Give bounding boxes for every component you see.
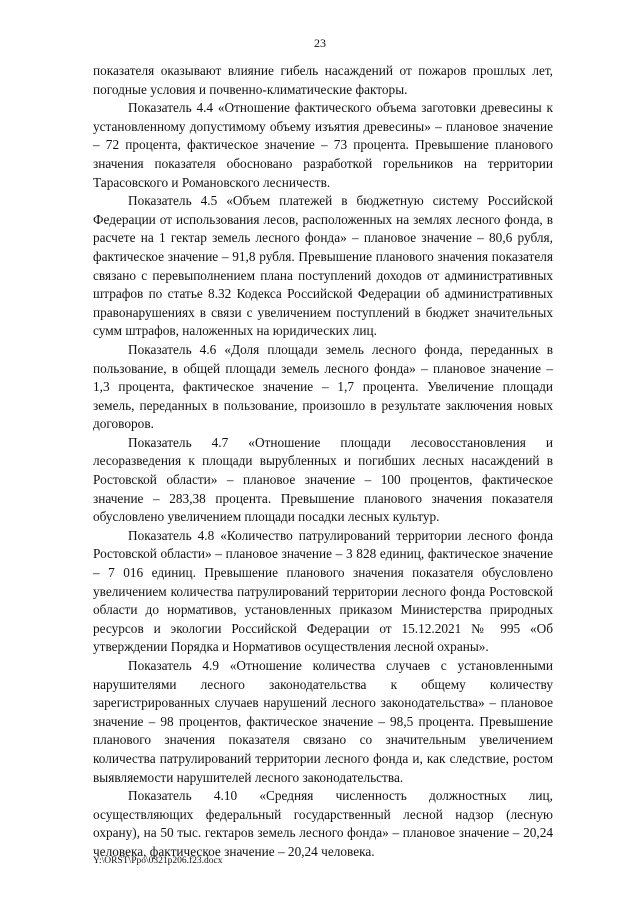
paragraph-indicator-4-7: Показатель 4.7 «Отношение площади лесовосстановления и лесоразведения к площади вырубленных и погибших лесных насаждений в Ростовской области» – плановое значение – 100 процентов, фактическое значение – 283,38 процента. Превышение планового значения показателя обусловлено увеличением площади посадки лесных культур. xyxy=(93,434,553,525)
paragraph-indicator-4-5: Показатель 4.5 «Объем платежей в бюджетную систему Российской Федерации от использования лесов, расположенных на землях лесного фонда, в расчете на 1 гектар земель лесного фонда» – плановое значение – 80,6 рубля, фактическое значение – 91,8 рубля. Превышение планового значения показателя связано с перевыполнением плана поступлений доходов от административных штрафов по статье 8.32 Кодекса Российской Федерации об административных правонарушениях в связи с увеличением поступлений в бюджет значительных сумм штрафов, наложенных на юридических лиц. xyxy=(93,193,553,339)
paragraph-indicator-4-4: Показатель 4.4 «Отношение фактического объема заготовки древесины к установленному допустимому объему изъятия древесины» – плановое значение – 72 процента, фактическое значение – 73 процента. Превышение планового значения показателя обосновано разработкой горельников на территории Тарасовского и Романовского лесничеств. xyxy=(93,100,553,190)
page-number: 23 xyxy=(314,36,326,50)
paragraph-continuation: показателя оказывают влияние гибель насаждений от пожаров прошлых лет, погодные условия и почвенно-климатические факторы. xyxy=(93,63,553,97)
paragraph-indicator-4-6: Показатель 4.6 «Доля площади земель лесного фонда, переданных в пользование, в общей площади земель лесного фонда» – плановое значение – 1,3 процента, фактическое значение – 1,7 процента. Увеличение площади земель, переданных в пользование, произошло в результате заключения новых договоров. xyxy=(93,341,553,432)
document-body xyxy=(93,62,553,862)
paragraph-indicator-4-8: Показатель 4.8 «Количество патрулирований территории лесного фонда Ростовской области» – плановое значение – 3 828 единиц, фактическое значение – 7 016 единиц. Превышение планового значения показателя обусловлено увеличением количества патрулирований территории лесного фонда Ростовской области до нормативов, установленных приказом Министерства природных ресурсов и экологии Российской Федерации от 15.12.2021 № 995 «Об утверждении Порядка и Нормативов осуществления лесной охраны». xyxy=(93,527,553,655)
paragraph-indicator-4-9: Показатель 4.9 «Отношение количества случаев с установленными нарушителями лесного законодательства к общему количеству зарегистрированных случаев нарушений лесного законодательства» – плановое значение – 98 процентов, фактическое значение – 98,5 процента. Превышение планового значения показателя связано со значительным увеличением количества патрулирований территории лесного фонда и, как следствие, ростом выявляемости нарушителей лесного законодательства. xyxy=(93,658,553,785)
paragraph-indicator-4-10: Показатель 4.10 «Средняя численность должностных лиц, осуществляющих федеральный государственный лесной надзор (лесную охрану), на 50 тыс. гектаров земель лесного фонда» – плановое значение – 20,24 человека, фактическое значение – 20,24 человека. xyxy=(93,788,553,859)
footer-file-path: Y:\ORST\Ppo\0321p206.f23.docx xyxy=(93,856,223,866)
